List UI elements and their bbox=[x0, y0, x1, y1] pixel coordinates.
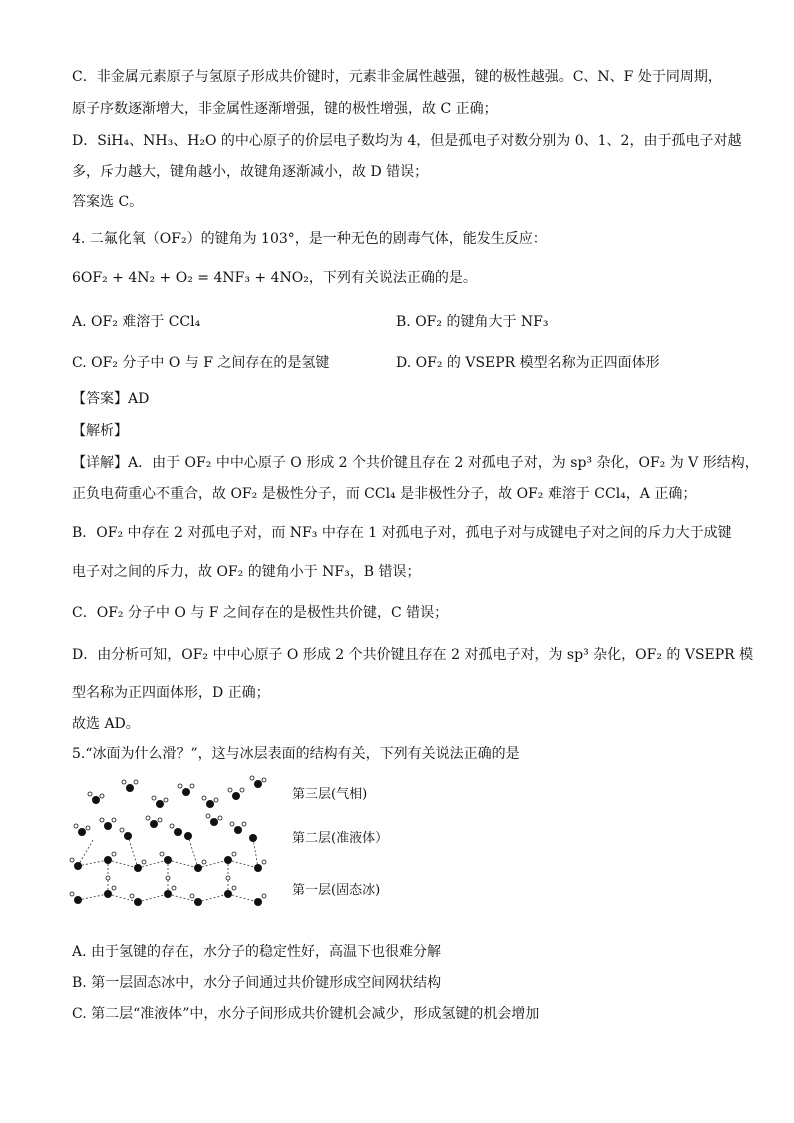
q5-option-b: B. 第一层固态冰中，水分子间通过共价键形成空间网状结构 bbox=[72, 975, 442, 991]
q4-option-b: B. OF₂ 的键角大于 NF₃ bbox=[396, 314, 549, 330]
q4-stem-line2: 6OF₂ + 4N₂ + O₂ = 4NF₃ + 4NO₂，下列有关说法正确的是。 bbox=[72, 270, 477, 286]
q4-detail-line1: 【详解】A．由于 OF₂ 中中心原子 O 形成 2 个共价键且存在 2 对孤电子对，为 sp³ 杂化，OF₂ 为 V 形结构， bbox=[72, 455, 759, 471]
q3-option-c-line2: 原子序数逐渐增大，非金属性逐渐增强，键的极性增强，故 C 正确； bbox=[72, 101, 498, 117]
layer-label-2: 第二层(准液体） bbox=[292, 831, 389, 846]
q4-d-line2: 型名称为正四面体形，D 正确； bbox=[72, 685, 270, 701]
q4-conclusion: 故选 AD。 bbox=[72, 716, 140, 732]
q4-detail-line2: 正负电荷重心不重合，故 OF₂ 是极性分子，而 CCl₄ 是非极性分子，故 OF₂ 难溶于 CCl₄，A 正确； bbox=[72, 486, 697, 502]
layer-label-1: 第一层(固态冰) bbox=[292, 883, 381, 898]
q5-stem: 5.“冰面为什么滑？”，这与冰层表面的结构有关，下列有关说法正确的是 bbox=[72, 746, 520, 762]
q5-option-c: C. 第二层“准液体”中，水分子间形成共价键机会减少，形成氢键的机会增加 bbox=[72, 1006, 540, 1022]
q4-option-d: D. OF₂ 的 VSEPR 模型名称为正四面体形 bbox=[396, 355, 660, 371]
q4-analysis-heading: 【解析】 bbox=[72, 423, 128, 439]
q3-answer: 答案选 C。 bbox=[72, 194, 144, 210]
q4-option-c: C. OF₂ 分子中 O 与 F 之间存在的是氢键 bbox=[72, 355, 330, 371]
q4-b-line2: 电子对之间的斥力，故 OF₂ 的键角小于 NF₃，B 错误； bbox=[72, 564, 421, 580]
q3-option-d-line1: D．SiH₄、NH₃、H₂O 的中心原子的价层电子数均为 4，但是孤电子对数分别为 0、1、2，由于孤电子对越 bbox=[72, 133, 742, 149]
q5-option-a: A. 由于氢键的存在，水分子的稳定性好，高温下也很难分解 bbox=[72, 944, 442, 960]
q4-option-a: A. OF₂ 难溶于 CCl₄ bbox=[72, 314, 201, 330]
q4-c-line: C．OF₂ 分子中 O 与 F 之间存在的是极性共价键，C 错误； bbox=[72, 605, 449, 621]
q4-d-line1: D．由分析可知，OF₂ 中中心原子 O 形成 2 个共价键且存在 2 对孤电子对，为 sp³ 杂化，OF₂ 的 VSEPR 模 bbox=[72, 647, 754, 663]
q4-answer: 【答案】AD bbox=[72, 391, 150, 407]
q3-option-c-line1: C．非金属元素原子与氢原子形成共价键时，元素非金属性越强，键的极性越强。C、N、F 处于同周期， bbox=[72, 69, 722, 85]
ice-structure-figure bbox=[68, 770, 278, 920]
layer-label-3: 第三层(气相) bbox=[292, 787, 368, 802]
q4-stem-line1: 4. 二氟化氧（OF₂）的键角为 103°，是一种无色的剧毒气体，能发生反应： bbox=[72, 231, 547, 247]
q3-option-d-line2: 多，斥力越大，键角越小，故键角逐渐减小，故 D 错误； bbox=[72, 164, 429, 180]
q4-b-line1: B．OF₂ 中存在 2 对孤电子对，而 NF₃ 中存在 1 对孤电子对，孤电子对与成键电子对之间的斥力大于成键 bbox=[72, 525, 732, 541]
